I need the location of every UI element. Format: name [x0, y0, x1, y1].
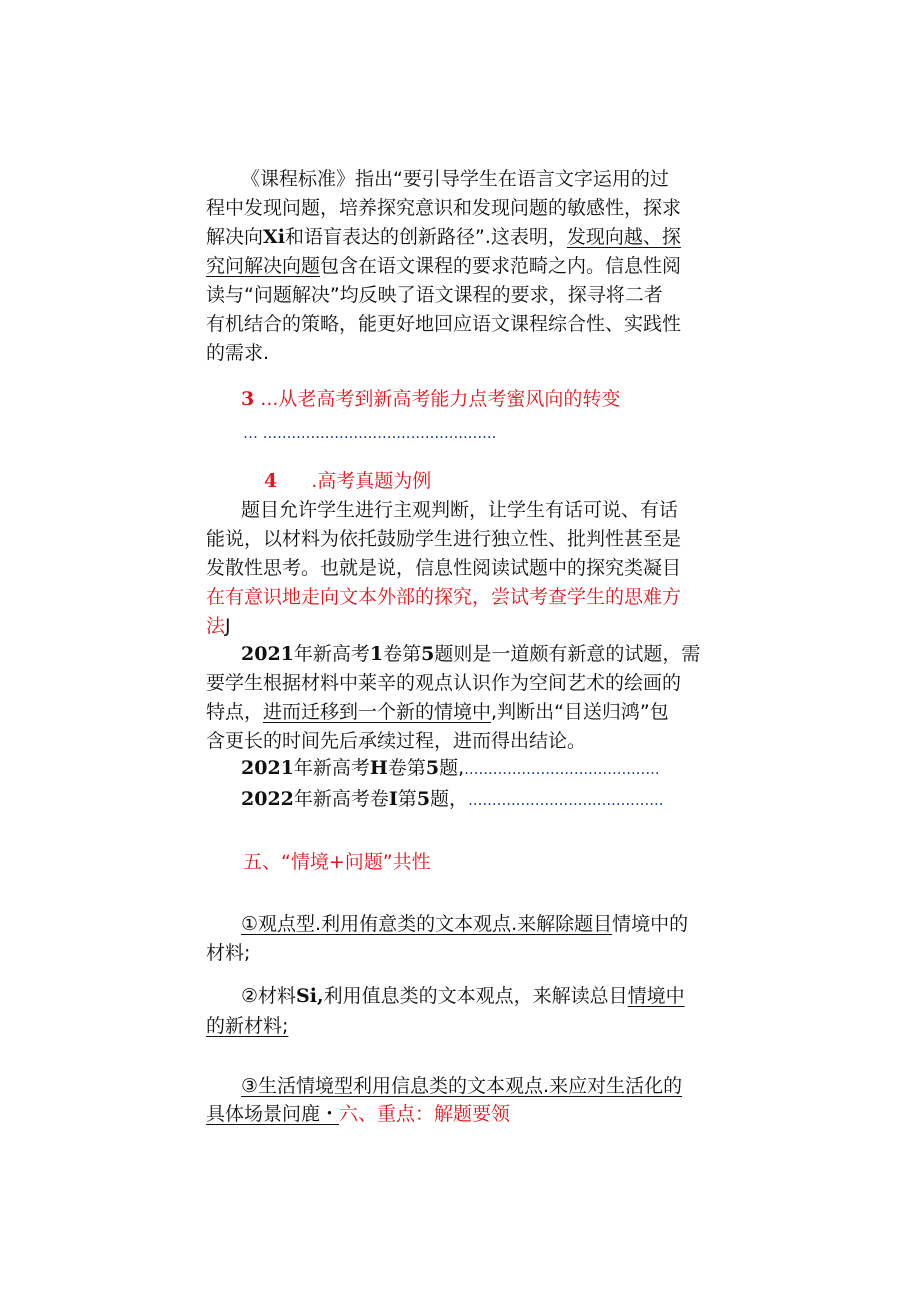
underlined-phrase: 情境中 [627, 985, 685, 1007]
underlined-phrase: 进而迁移到一个新的情境中 [263, 701, 492, 723]
para3-line4: 含更长的时间先后承续过程，进而得出结论。 [206, 730, 587, 752]
para1-line1: 《课程标准》指出“要引导学生在语言文字运用的过 [241, 168, 669, 190]
underlined-phrase: 发现向越、探 [566, 226, 681, 248]
para2-line5: 法J [206, 615, 231, 637]
point1-line2: 材料; [206, 942, 251, 964]
heading-3-dots: … ................................................. [243, 424, 497, 442]
point2-line2: 的新材料; [206, 1015, 289, 1037]
item-2021: 2021年新高考H卷第5题,......................................... [241, 757, 660, 779]
underlined-phrase: 具体场景问鹿・ [206, 1103, 340, 1125]
section-5-heading: 五、“情境+问题”共性 [243, 851, 431, 873]
heading-3: 3 ...从老高考到新高考能力点考蜜风向的转变 [241, 388, 621, 410]
para3-line1: 2021年新高考1卷第5题则是一道颇有新意的试题，需 [241, 643, 701, 665]
underlined-phrase: 究问解决向题 [206, 255, 321, 277]
point2-line1: ②材料Si,利用值息类的文本观点，来解读总目情境中 [241, 985, 685, 1007]
para1-line3: 解决向Xi和语盲表达的创新路径”.这表明，发现向越、探 [206, 226, 681, 248]
para2-line4: 在有意识地走向文本外部的探究，尝试考查学生的思难方 [206, 586, 682, 608]
para1-line5: 读与“问题解决”均反映了语文课程的要求，探寻将二者 [206, 284, 663, 306]
para1-line6: 有机结合的策略，能更好地回应语文课程综合性、实践性 [206, 313, 682, 335]
para2-line1: 题目允许学生进行主观判断，让学生有话可说、有话 [241, 499, 679, 521]
item-2021-dots: ......................................... [464, 760, 660, 778]
heading-4: 4 .高考真题为例 [264, 470, 432, 492]
para2-line2: 能说，以材料为依托鼓励学生进行独立性、批判性甚至是 [206, 528, 682, 550]
item-2022-dots: ......................................... [468, 791, 664, 809]
para3-line2: 要学生根据材料中莱辛的观点认识作为空间艺术的绘画的 [206, 672, 682, 694]
underlined-phrase: ①观点型.利用侑意类的文本观点.来解除题目 [241, 913, 613, 935]
point3-line1: ③生活情境型利用信息类的文本观点.来应对生活化的 [241, 1075, 683, 1097]
point3-line2: 具体场景问鹿・六、重点：解题要领 [206, 1103, 511, 1125]
para3-line3: 特点，进而迁移到一个新的情境中,判断出“目送归鸿”包 [206, 701, 669, 723]
item-2022: 2022年新高考卷I第5题，......................................... [241, 788, 664, 810]
para1-line7: 的需求. [206, 342, 270, 364]
para1-line2: 程中发现问题，培养探究意识和发现问题的敏感性，探求 [206, 197, 682, 219]
para1-line4: 究问解决向题包含在语文课程的要求范畸之内。信息性阅 [206, 255, 682, 277]
point1-line1: ①观点型.利用侑意类的文本观点.来解除题目情境中的 [241, 913, 689, 935]
para2-line3: 发散性思考。也就是说，信息性阅读试题中的探究类凝目 [206, 557, 682, 579]
